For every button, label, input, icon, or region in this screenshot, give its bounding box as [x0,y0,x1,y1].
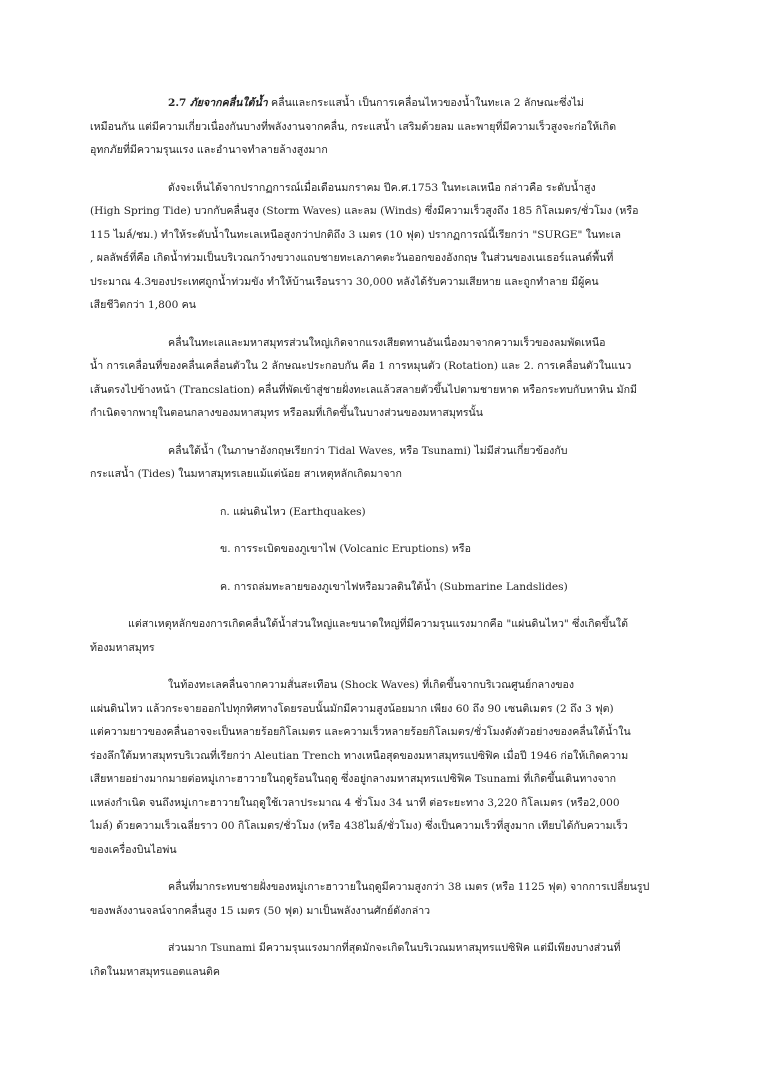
text-line: กระแสน้ำ (Tides) ในมหาสมุทรเลยแม้แต่น้อย สาเหตุหลักเกิดมาจาก [90,468,402,480]
causes-list [90,501,682,600]
section-heading-line [90,92,682,116]
text-line: คลื่นและกระแสน้ำ เป็นการเคลื่อนไหวของน้ำในทะเล 2 ลักษณะซึ่งไม่ [271,97,584,109]
text-line: ส่วนมาก Tsunami มีความรุนแรงมากที่สุดมักจะเกิดในบริเวณมหาสมุทรแปซิฟิค แต่มีเพียงบางส่วนที่ [168,942,621,954]
section-number: 2.7 [168,97,187,109]
text-line: น้ำ การเคลื่อนที่ของคลื่นเคลื่อนตัวใน 2 ลักษณะประกอบกัน คือ 1 การหมุนตัว (Rotation) และ 2. การเคลื่อนตัวในแนว [90,360,632,372]
paragraph-tsunami-definition [90,440,682,487]
text-line: เสียชีวิตกว่า 1,800 คน [90,299,197,311]
text-line: คลื่นใต้น้ำ (ในภาษาอังกฤษเรียกว่า Tidal Waves, หรือ Tsunami) ไม่มีส่วนเกี่ยวข้องกับ [168,444,568,457]
text-line: เสียหายอย่างมากมายต่อหมู่เกาะฮาวายในฤดูร้อนในฤดู ซึ่งอยู่กลางมหาสมุทรแปซิฟิค Tsunami ที่เกิดขึ้นเดินทางจาก [90,773,617,785]
text-line: เหมือนกัน แต่มีความเกี่ยวเนื่องกันบางที่พลังงานจากคลื่น, กระแสน้ำ เสริมด้วยลม และพายุที่มีความเร็วสูงจะก่อให้เกิด [90,120,617,133]
text-line: แต่สาเหตุหลักของการเกิดคลื่นใต้น้ำส่วนใหญ่และขนาดใหญ่ที่มีความรุนแรงมากคือ "แผ่นดินไหว" ซึ่งเกิดขึ้นใต้ [128,618,628,630]
list-item: ค. การถล่มทะลายของภูเขาไฟหรือมวลดินใต้น้ำ (Submarine Landslides) [220,580,568,593]
section-intro [90,92,682,163]
text-line: ร่องลึกใต้มหาสมุทรบริเวณที่เรียกว่า Aleutian Trench ทางเหนือสุดของมหาสมุทรแปซิฟิค เมื่อปี 1946 ก่อให้เกิดความ [90,749,629,762]
text-line: คลื่นในทะเลและมหาสมุทรส่วนใหญ่เกิดจากแรงเสียดทานอันเนื่องมาจากความเร็วของลมพัดเหนือ [168,336,606,349]
list-item: ข. การระเบิดของภูเขาไฟ (Volcanic Eruptions) หรือ [220,543,471,555]
text-line: ไมล์) ด้วยความเร็วเฉลี่ยราว 00 กิโลเมตร/ชั่วโมง (หรือ 438ไมล์/ชั่วโมง) ซึ่งเป็นความเร็วที่สูงมาก เทียบได้กับความเร็ว [90,820,628,832]
text-line: อุทกภัยที่มีความรุนแรง และอำนาจทำลายล้างสูงมาก [90,144,328,156]
paragraph-wave-motion [90,332,682,426]
paragraph-pacific [90,937,682,984]
text-line: กำเนิดจากพายุในตอนกลางของมหาสมุทร หรือลมที่เกิดขึ้นในบางส่วนของมหาสมุทรนั้น [90,407,484,419]
text-line: ดังจะเห็นได้จากปรากฏการณ์เมื่อเดือนมกราคม ปีค.ศ.1753 ในทะเลเหนือ กล่าวคือ ระดับน้ำสูง [168,181,596,194]
paragraph-north-sea-surge [90,177,682,318]
paragraph-wave-height [90,876,682,923]
text-line: ท้องมหาสมุทร [90,641,155,654]
text-line: 115 ไมล์/ชม.) ทำให้ระดับน้ำในทะเลเหนือสูงกว่าปกติถึง 3 เมตร (10 ฟุต) ปรากฏการณ์นี้เรียกว่า "SURGE" ในทะเล [90,228,621,241]
text-line: ของพลังงานจลน์จากคลื่นสูง 15 เมตร (50 ฟุต) มาเป็นพลังงานศักย์ดังกล่าว [90,904,431,917]
text-line: , ผลลัพธ์ที่คือ เกิดน้ำท่วมเป็นบริเวณกว้างขวางแถบชายทะเลภาคตะวันออกของอังกฤษ ในส่วนของเนเธอร์แลนด์พื้นที่ [90,252,614,264]
text-line: แผ่นดินไหว แล้วกระจายออกไปทุกทิศทางโดยรอบนั้นมักมีความสูงน้อยมาก เพียง 60 ถึง 90 เซนติเมตร (2 ถึง 3 ฟุต) [90,702,614,715]
text-line: แหล่งกำเนิด จนถึงหมู่เกาะฮาวายในฤดูใช้เวลาประมาณ 4 ชั่วโมง 34 นาที ต่อระยะทาง 3,220 กิโลเมตร (หรือ2,000 [90,796,620,809]
text-line: แต่ความยาวของคลื่นอาจจะเป็นหลายร้อยกิโลเมตร และความเร็วหลายร้อยกิโลเมตร/ชั่วโมงดังตัวอย่างของคลื่นใต้น้ำใน [90,726,631,738]
paragraph-main-cause [90,613,682,660]
text-line: (High Spring Tide) บวกกับคลื่นสูง (Storm Waves) และลม (Winds) ซึ่งมีความเร็วสูงถึง 185 กิโลเมตร/ชั่วโมง (หรือ [90,205,639,217]
text-line: คลื่นที่มากระทบชายฝั่งของหมู่เกาะฮาวายในฤดูมีความสูงกว่า 38 เมตร (หรือ 1125 ฟุต) จากการเปลี่ยนรูป [168,881,650,893]
paragraph-shock-waves [90,674,682,862]
text-line: เส้นตรงไปข้างหน้า (Trancslation) คลื่นที่พัดเข้าสู่ชายฝั่งทะเลแล้วสลายตัวขึ้นไปตามชายหาด หรือกระทบกับหาหิน มักมี [90,383,637,396]
section-title: ภัยจากคลื่นใต้น้ำ [189,97,268,109]
text-line: ของเครื่องบินไอพ่น [90,843,177,856]
text-line: เกิดในมหาสมุทรแอตแลนติค [90,965,220,978]
text-line: ประมาณ 4.3ของประเทศถูกน้ำท่วมขัง ทำให้บ้านเรือนราว 30,000 หลังได้รับความเสียหาย และถูกทำลาย มีผู้คน [90,275,599,288]
text-line: ในท้องทะเลคลื่นจากความสั่นสะเทือน (Shock Waves) ที่เกิดขึ้นจากบริเวณศูนย์กลางของ [168,679,575,691]
list-item: ก. แผ่นดินไหว (Earthquakes) [220,505,366,518]
